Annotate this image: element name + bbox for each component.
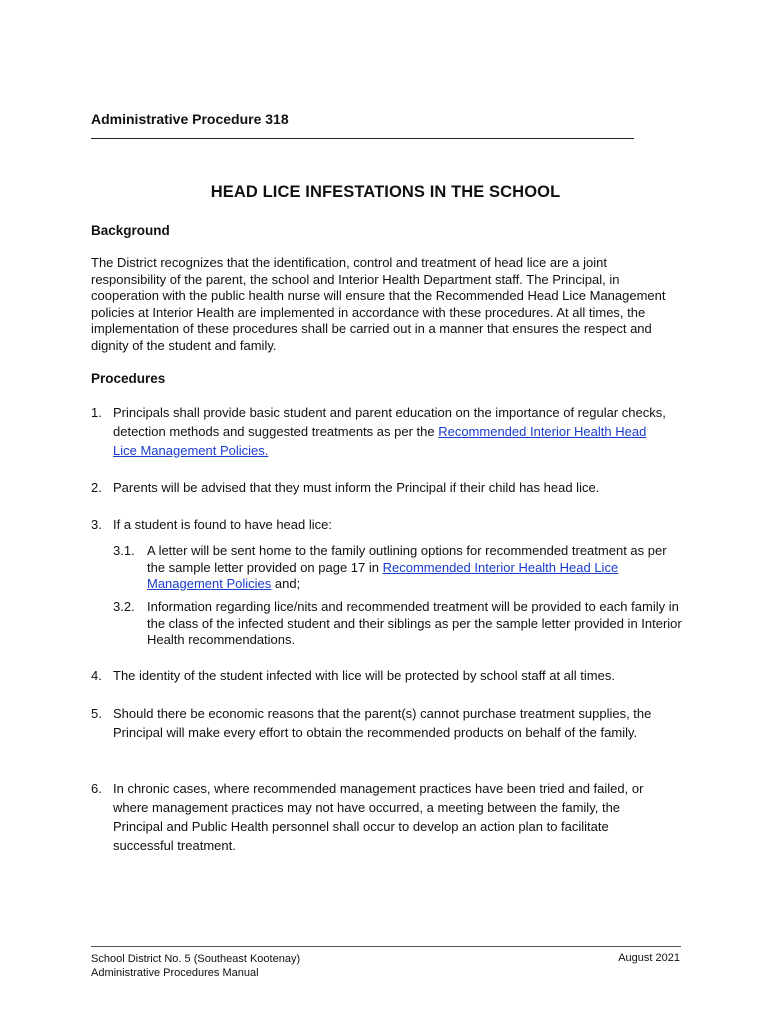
page-title: HEAD LICE INFESTATIONS IN THE SCHOOL — [210, 183, 561, 201]
subitem-number: 3.1. — [113, 543, 135, 558]
item-number: 4. — [91, 668, 102, 683]
subitem-text: Information regarding lice/nits and recommended treatment will be provided to each family in the class of the infected student and their siblings as per the sample letter provided in Interior Health recommendations. — [147, 599, 682, 647]
item-number: 1. — [91, 405, 102, 420]
footer-district: School District No. 5 (Southeast Kootenay) — [91, 953, 301, 965]
item-number: 3. — [91, 517, 102, 532]
footer-manual: Administrative Procedures Manual — [91, 967, 259, 979]
item-text: If a student is found to have head lice: — [113, 517, 332, 532]
item-text: In chronic cases, where recommended management practices have been tried and failed, or where management practices may not have occurred, a meeting between the family, the Principal and Public Health personnel shall occur to develop an action plan to facilitate successful treatment. — [113, 781, 644, 853]
item-number: 2. — [91, 480, 102, 495]
item-number: 6. — [91, 781, 102, 796]
item-text — [113, 403, 673, 460]
procedure-header: Administrative Procedure 318 — [91, 111, 634, 139]
item-body: Principals shall provide basic student and parent education on the importance of regular checks, detection methods and suggested treatments as per the — [113, 405, 666, 439]
recommended-policies-link[interactable]: Recommended Interior Health Head Lice Management Policies. — [113, 424, 647, 458]
subitem-text — [147, 543, 687, 593]
procedures-heading: Procedures — [91, 371, 166, 386]
item-text: Should there be economic reasons that the parent(s) cannot purchase treatment supplies, the Principal will make every effort to obtain the recommended products on behalf of the family. — [113, 706, 652, 740]
subitem-body: A letter will be sent home to the family outlining options for recommended treatment as per the sample letter provided on page 17 in — [147, 543, 667, 575]
subitem-suffix: and; — [271, 576, 301, 591]
item-number: 5. — [91, 706, 102, 721]
item-text: Parents will be advised that they must inform the Principal if their child has head lice. — [113, 480, 600, 495]
footer-date: August 2021 — [618, 952, 680, 964]
recommended-policies-link[interactable]: Recommended Interior Health Head Lice Management Policies — [147, 559, 619, 591]
footer-publisher — [91, 946, 451, 980]
background-heading: Background — [91, 223, 170, 238]
item-text: The identity of the student infected with lice will be protected by school staff at all times. — [113, 668, 615, 683]
subitem-number: 3.2. — [113, 599, 135, 614]
background-paragraph: The District recognizes that the identification, control and treatment of head lice are a joint responsibility of the parent, the school and Interior Health Department staff. The Principal, in cooperation with the public health nurse will ensure that the Recommended Head Lice Management policies at Interior Health are implemented in accordance with these procedures. At all times, the implementation of these procedures shall be carried out in a manner that ensures the respect and dignity of the student and family. — [91, 255, 666, 353]
